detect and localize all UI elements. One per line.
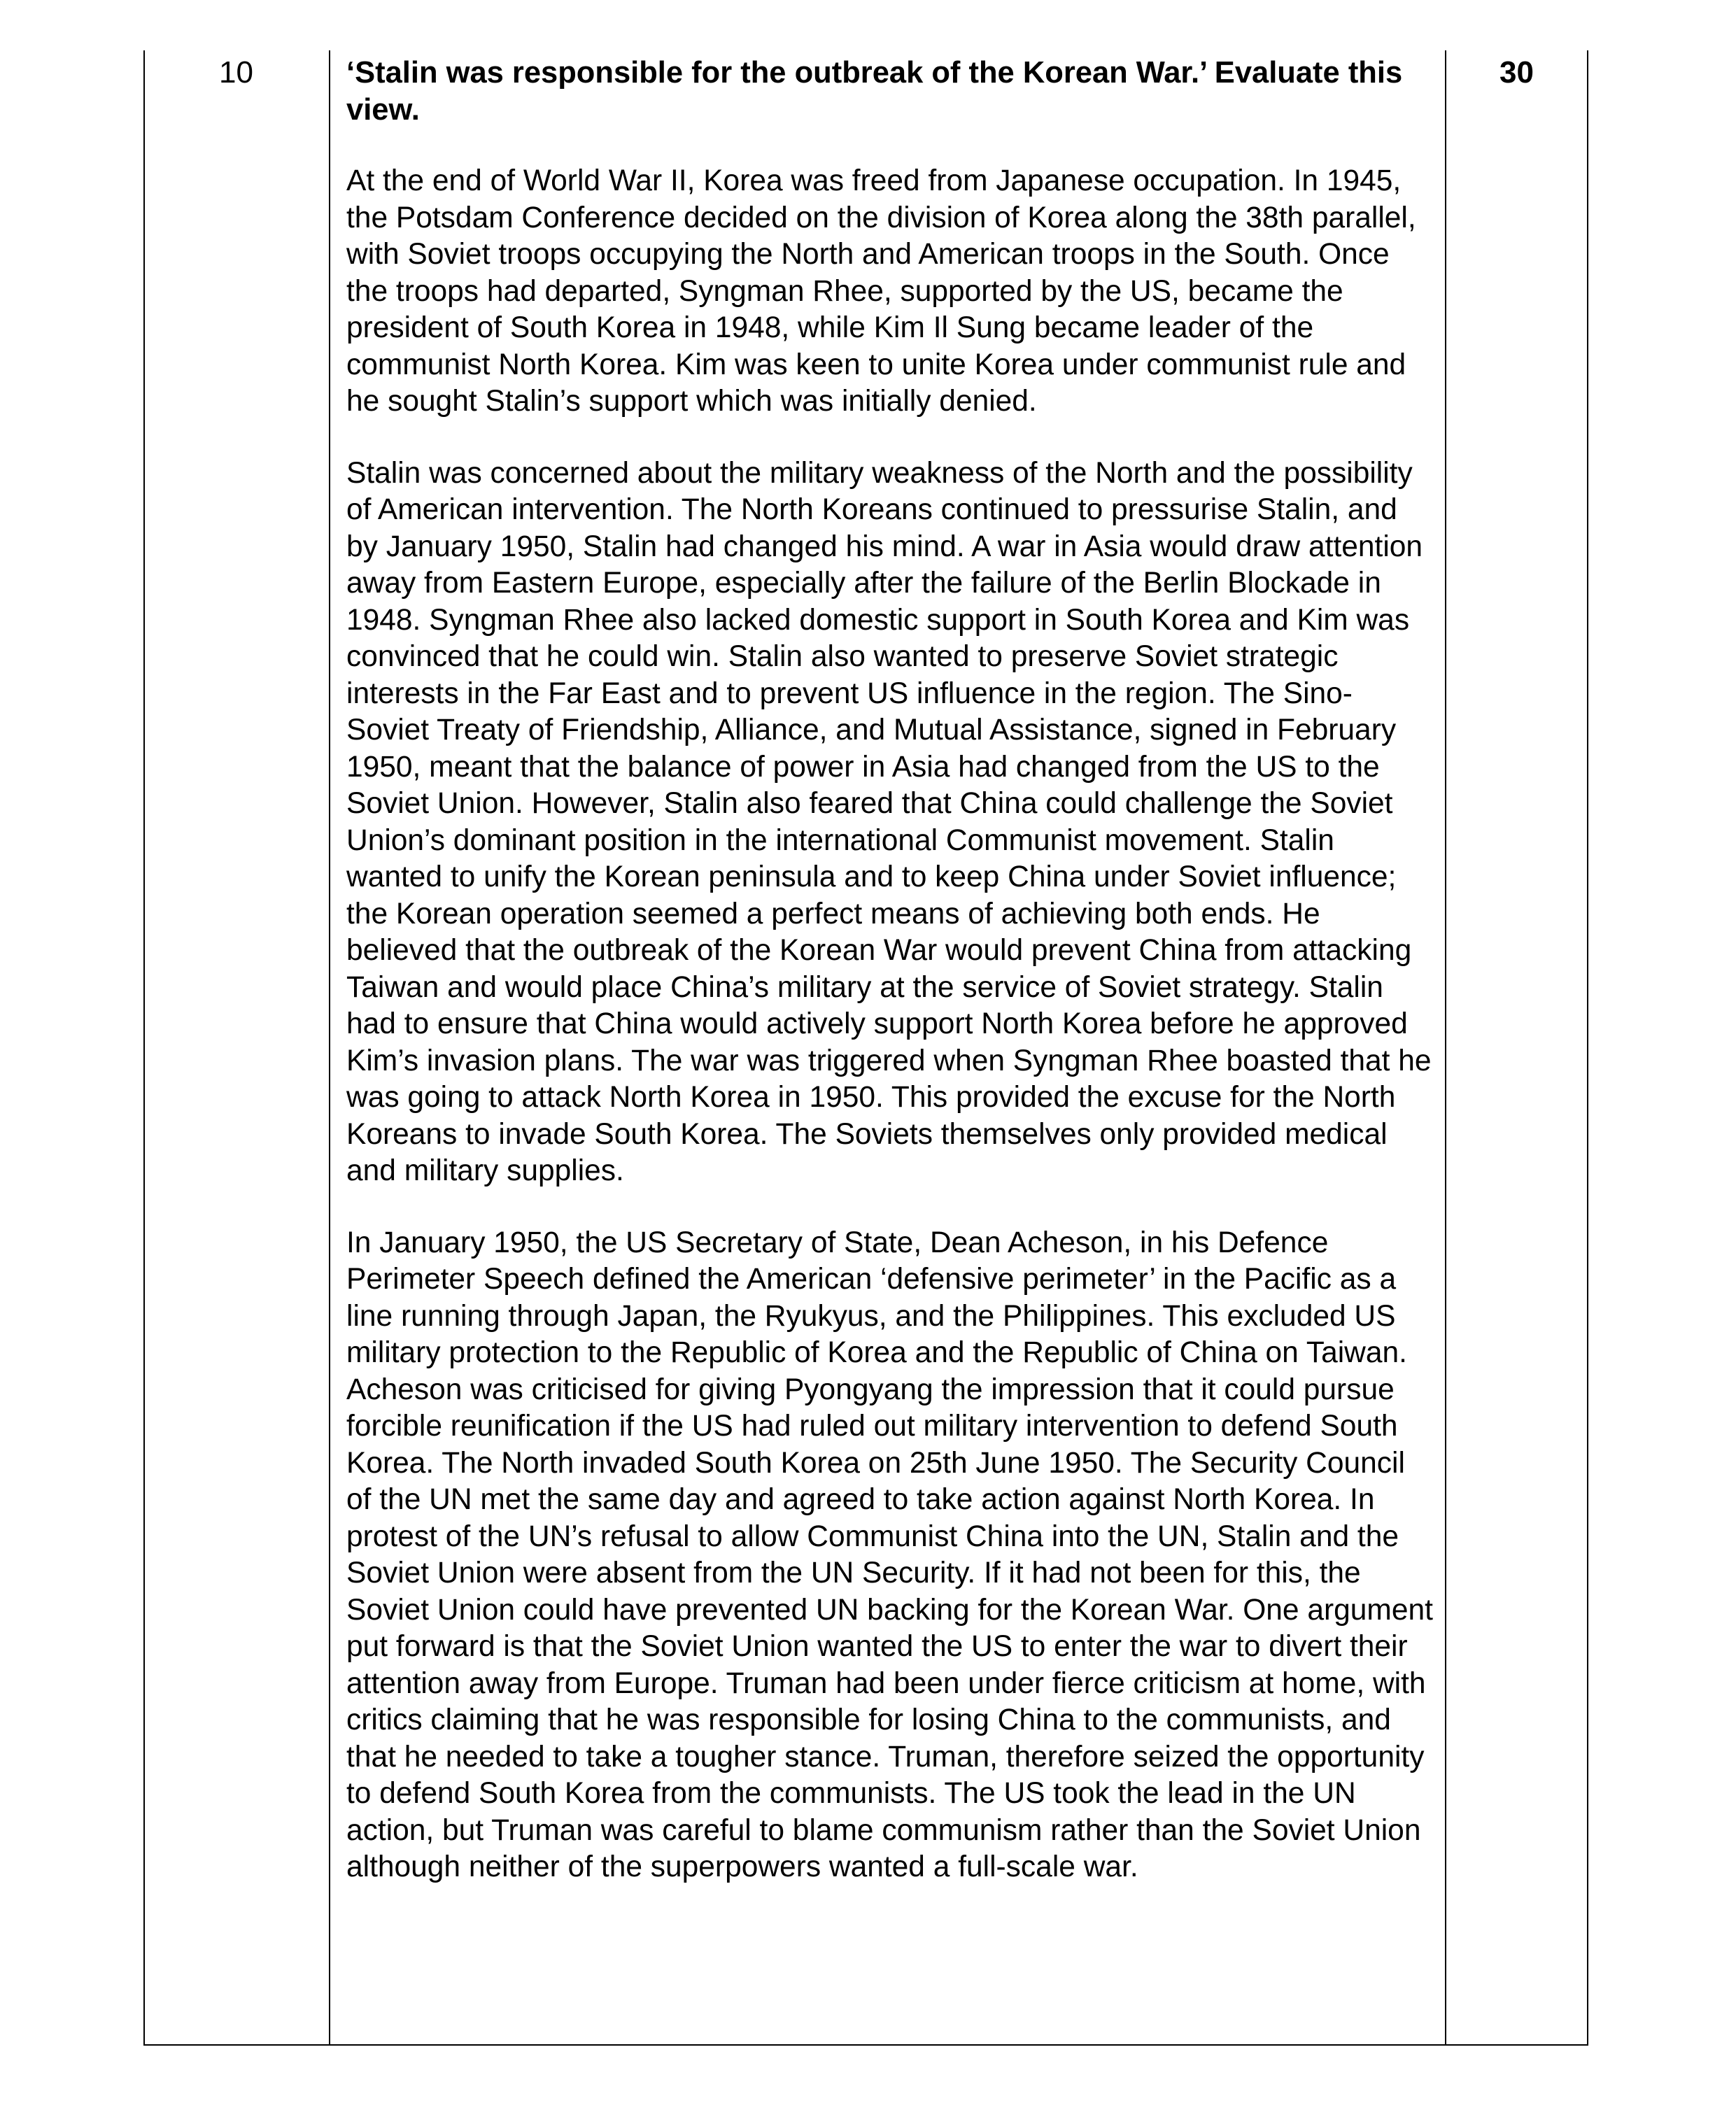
question-number: 10 [219,55,253,90]
answer-column [346,55,1434,1886]
answer-paragraph-3: In January 1950, the US Secretary of State, Dean Acheson, in his Defence Perimeter Speech defined the American ‘defensive perimeter’ in the Pacific as a line running through Japan, the Ryukyus, and the Philippines. This excluded US military protection to the Republic of Korea and the Republic of China on Taiwan. Acheson was criticised for giving Pyongyang the impression that it could pursue forcible reunification if the US had ruled out military intervention to defend South Korea. The North invaded South Korea on 25th June 1950. The Security Council of the UN met the same day and agreed to take action against North Korea. In protest of the UN’s refusal to allow Communist China into the UN, Stalin and the Soviet Union were absent from the UN Security. If it had not been for this, the Soviet Union could have prevented UN backing for the Korean War. One argument put forward is that the Soviet Union wanted the US to enter the war to divert their attention away from Europe. Truman had been under fierce criticism at home, with critics claiming that he was responsible for losing China to the communists, and that he needed to take a tougher stance. Truman, therefore seized the opportunity to defend South Korea from the communists. The US took the lead in the UN action, but Truman was careful to blame communism rather than the Soviet Union although neither of the superpowers wanted a full-scale war. [346,1226,1433,1883]
column-divider-2 [1445,50,1446,2046]
answer-paragraph-1: At the end of World War II, Korea was freed from Japanese occupation. In 1945, the Potsdam Conference decided on the division of Korea along the 38th parallel, with Soviet troops occupying the North and American troops in the South. Once the troops had departed, Syngman Rhee, supported by the US, became the president of South Korea in 1948, while Kim Il Sung became leader of the communist North Korea. Kim was keen to unite Korea under communist rule and he sought Stalin’s support which was initially denied. [346,164,1416,418]
table-border-bottom [143,2044,1588,2046]
mark-scheme-table [143,50,1588,2046]
table-border-right [1587,50,1588,2046]
column-divider-1 [329,50,330,2046]
table-border-left [143,50,145,2046]
question-prompt: ‘Stalin was responsible for the outbreak of the Korean War.’ Evaluate this view. [346,56,1403,127]
question-marks: 30 [1499,55,1534,90]
answer-paragraph-2: Stalin was concerned about the military weakness of the North and the possibility of American intervention. The North Koreans continued to pressurise Stalin, and by January 1950, Stalin had changed his mind. A war in Asia would draw attention away from Eastern Europe, especially after the failure of the Berlin Blockade in 1948. Syngman Rhee also lacked domestic support in South Korea and Kim was convinced that he could win. Stalin also wanted to preserve Soviet strategic interests in the Far East and to prevent US influence in the region. The Sino-Soviet Treaty of Friendship, Alliance, and Mutual Assistance, signed in February 1950, meant that the balance of power in Asia had changed from the US to the Soviet Union. However, Stalin also feared that China could challenge the Soviet Union’s dominant position in the international Communist movement. Stalin wanted to unify the Korean peninsula and to keep China under Soviet influence; the Korean operation seemed a perfect means of achieving both ends. He believed that the outbreak of the Korean War would prevent China from attacking Taiwan and would place China’s military at the service of Soviet strategy. Stalin had to ensure that China would actively support North Korea before he approved Kim’s invasion plans. The war was triggered when Syngman Rhee boasted that he was going to attack North Korea in 1950. This provided the excuse for the North Koreans to invade South Korea. The Soviets themselves only provided medical and military supplies. [346,456,1432,1187]
